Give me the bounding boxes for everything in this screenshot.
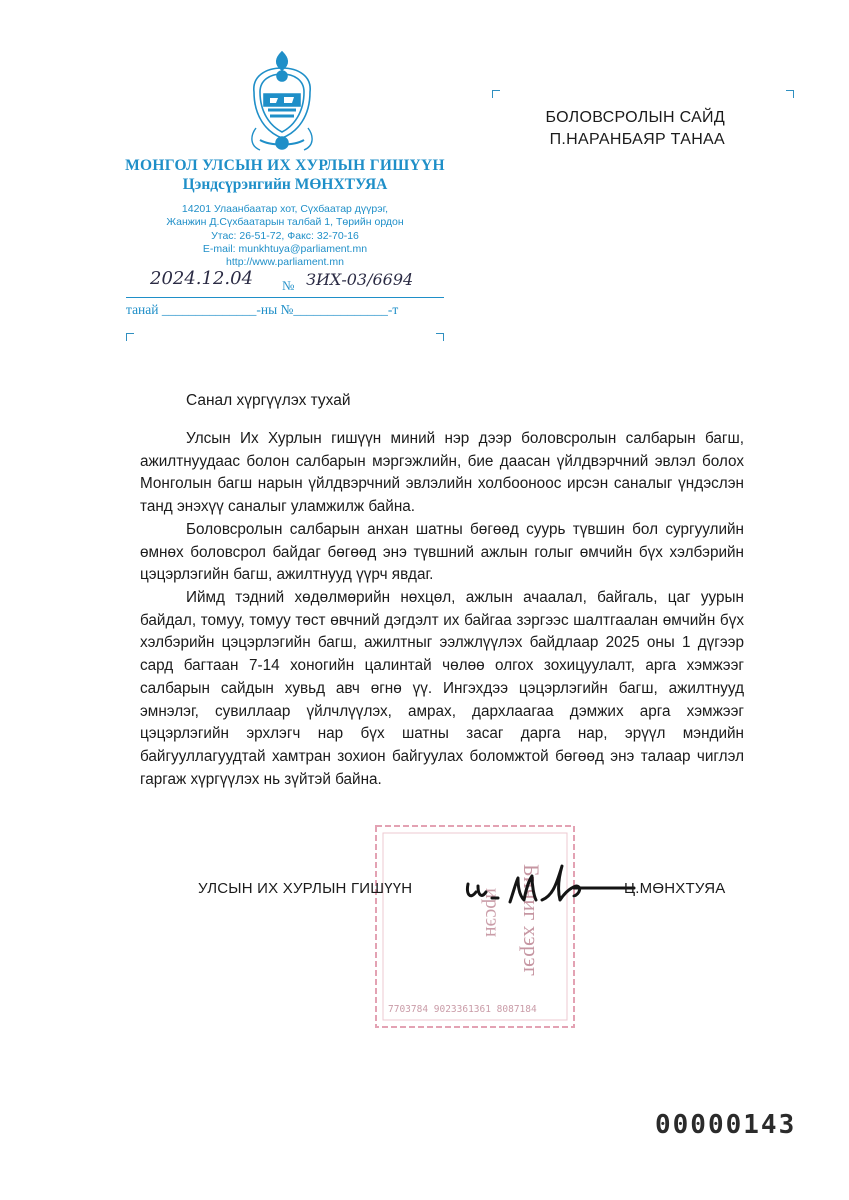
addressee-name: П.НАРАНБАЯР ТАНАА: [549, 131, 725, 148]
registration-number-label: №: [282, 278, 295, 293]
letterhead-member-name: Цэндсүрэнгийн МӨНХТУЯА: [182, 176, 388, 193]
body-paragraph: Улсын Их Хурлын гишүүн миний нэр дээр боловсролын салбарын багш, ажилтнуудаас болон салбарын мэргэжлийн, бие даасан үйлдвэрчний эвлэл болох Монголын багш нарын үйлдвэрчний эвлэлийн холбооноос ирсэн саналыг үндэслэн танд энэхүү саналыг уламжилж байна.: [140, 430, 744, 516]
body-paragraph: Иймд тэдний хөдөлмөрийн нөхцөл, ажлын ачаалал, байгаль, цаг уурын байдал, томуу, томуу төст өвчний дэгдэлт их байгаа зэргээс шалтгаалан өмчийн бүх хэлбэрийн цэцэрлэгийн багш, ажилтныг ээлжлүүлэх байдлаар 2025 оны 1 дүгээр сард багтаан 7-14 хоногийн цалинтай чөлөө олгох зохицуулалт, арга хэмжээг салбарын сайдын хувьд авч өгнө үү. Ингэхдээ цэцэрлэгийн багш, ажилтнууд эмнэлэг, сувиллаар үйлчлүүлэх, амрах, дархлаагаа дэмжих арга хэмжээг цэцэрлэгийн эрхлэгч нар бүх шатны засаг дарга нар, эрүүл мэндийн байгууллагуудтай хамтран зохион байгуулах боломжтой бөгөөд энэ талаар чиглэл гаргаж хүргүүлэх нь зүйтэй байна.: [140, 589, 744, 788]
reply-reference-line: танай ______________-ны №______________-т: [126, 302, 399, 317]
body-paragraph: Боловсролын салбарын анхан шатны бөгөөд суурь түвшин бол сургуулийн өмнөх боловсрол байдаг бөгөөд энэ түвшний ажлын голыг өмчийн бүх хэлбэрийн цэцэрлэгийн багш, ажилтнууд үүрч явдаг.: [140, 521, 744, 584]
signatory-name: Ц.МӨНХТУЯА: [624, 880, 726, 897]
state-emblem-icon: [240, 46, 324, 158]
address-line: 14201 Улаанбаатар хот, Сүхбаатар дүүрэг,: [181, 203, 389, 215]
handwritten-signature: [462, 856, 637, 926]
letterhead-org: МОНГОЛ УЛСЫН ИХ ХУРЛЫН ГИШҮҮН: [125, 157, 445, 174]
letter-subject: Санал хүргүүлэх тухай: [186, 392, 351, 409]
stamp-text: ирсэн: [481, 888, 503, 938]
address-line: Жанжин Д.Сүхбаатарын талбай 1, Төрийн ордон: [166, 216, 404, 229]
signatory-position: УЛСЫН ИХ ХУРЛЫН ГИШҮҮН: [198, 880, 413, 897]
registration-date: 2024.12.04: [150, 268, 254, 289]
address-corner-mark: [492, 90, 500, 98]
subject-corner-mark: [126, 333, 134, 341]
address-line: E-mail: munkhtuya@parliament.mn: [202, 242, 368, 255]
registration-stamp: [374, 824, 576, 1029]
address-line: Утас: 26-51-72, Факс: 32-70-16: [211, 229, 359, 242]
letterhead-address: [100, 203, 470, 269]
address-corner-mark: [786, 90, 794, 98]
subject-corner-mark: [436, 333, 444, 341]
stamp-number-line: 7703784 9023361361 8087184: [388, 1004, 537, 1015]
addressee-title: БОЛОВСРОЛЫН САЙД: [545, 109, 725, 126]
address-line: http://www.parliament.mn: [226, 256, 344, 269]
stamp-text: Бичиг хэрэг: [519, 864, 544, 976]
registration-number: ЗИХ-03/6694: [306, 270, 414, 289]
document-serial-number: 00000143: [655, 1110, 797, 1140]
